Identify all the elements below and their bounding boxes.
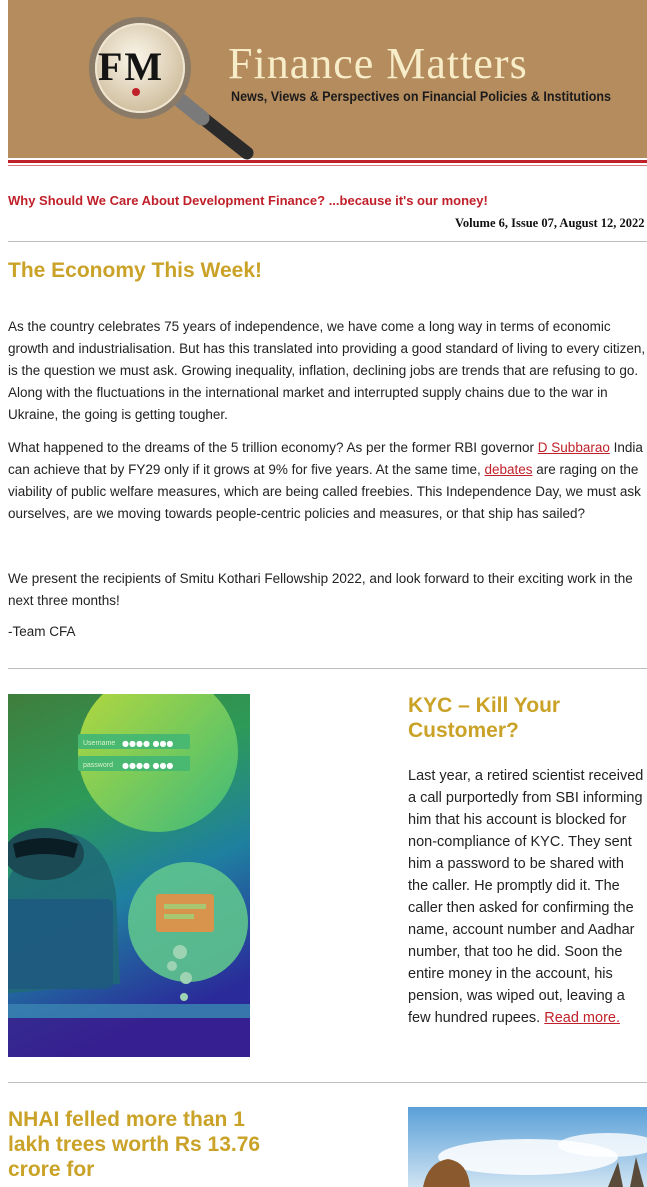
landscape-photo-icon [408,1107,647,1187]
section-title-economy: The Economy This Week! [8,259,262,282]
username-label: Username [83,740,116,747]
economy-paragraph-2 [8,437,647,525]
article-text: Last year, a retired scientist received a call purportedly from SBI informing him that his account is blocked for non-compliance of KYC. They sent him a password to be shared with the caller. He promptly did it. The caller then asked for confirming the name, account number and Aadhar number, that too he did. Soon the entire money in the account, his pension, was wiped out, leaving a few hundred rupees. [408,768,644,1026]
newsletter-headline: Why Should We Care About Development Finance? ...because it's our money! [8,193,488,208]
paragraph-text: What happened to the dreams of the 5 trillion economy? As per the former RBI governor [8,440,538,455]
divider [8,1082,647,1083]
hacker-illustration-icon [8,694,250,1057]
username-dots: ●●●● ●●● [122,739,174,748]
link-d-subbarao[interactable]: D Subbarao [537,440,610,455]
masthead-divider-thin [8,165,647,166]
article-title-kyc[interactable]: KYC – Kill Your Customer? [408,694,561,742]
nhai-article-image[interactable] [408,1107,647,1187]
link-debates[interactable]: debates [484,462,533,477]
article-title-nhai[interactable]: NHAI felled more than 1 lakh trees worth Rs 13.76 crore for [8,1108,261,1181]
brand-title: Finance Matters [228,39,528,88]
masthead-divider [8,160,647,163]
economy-paragraph-1: As the country celebrates 75 years of independence, we have come a long way in terms of economic growth and industrialisation. But has this translated into providing a good standard of living to every citizen, is the question we must ask. Growing inequality, inflation, declining jobs are trends that are refusing to go. Along with the fluctuations in the international market and interrupted supply chains due to the war in Ukraine, the going is getting tougher. [8,319,646,422]
kyc-article-image[interactable] [8,694,250,1057]
issue-info: Volume 6, Issue 07, August 12, 2022 [455,216,645,230]
logo-text: FM [98,44,165,89]
economy-paragraph-3: We present the recipients of Smitu Kothari Fellowship 2022, and look forward to their exciting work in the next three months! [8,571,633,608]
divider [8,241,647,242]
article-body-kyc [408,765,647,1029]
password-dots: ●●●● ●●● [122,761,174,770]
divider [8,668,647,669]
paragraph-text: are raging on the viability of public welfare measures, which are being called freebies. This Independence Day, we must ask ourselves, are we moving towards people-centric policies and measures, or that ship has sailed? [8,462,641,521]
password-label: password [83,762,113,769]
read-more-link[interactable]: Read more. [544,1010,620,1026]
brand-tagline: News, Views & Perspectives on Financial Policies & Institutions [231,89,612,104]
paragraph-text: India can achieve that by FY29 only if it grows at 9% for five years. At the same time, [8,440,643,477]
signoff: -Team CFA [8,624,76,639]
